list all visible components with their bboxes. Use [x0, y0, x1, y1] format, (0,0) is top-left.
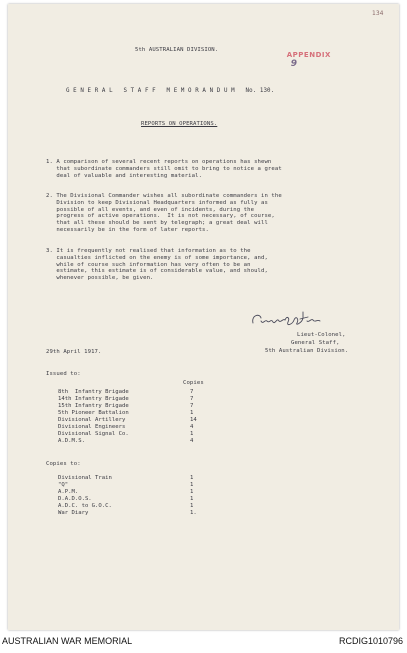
issued-row: [58, 395, 197, 402]
signature-rank: Lieut-Colonel,: [297, 332, 346, 338]
issued-row: [58, 409, 197, 416]
memo-title: G E N E R A L S T A F F M E M O R A N D U M No. 130.: [66, 88, 275, 94]
copies-name: A.D.C. to G.O.C.: [58, 502, 112, 509]
memo-date: 29th April 1917.: [46, 349, 102, 355]
copies-count: 1: [190, 488, 194, 495]
document-page: [8, 4, 399, 630]
copies-count: 1: [190, 481, 194, 488]
paragraph-2: 2. The Divisional Commander wishes all subordinate commanders in the Division to keep Divisional Headquarters informed as fully as possible of all events, and even of incidents, during the progress of active operations. It is not necessary, of course, that all these should be sent by telegraph; a great deal will necessarily be in the form of later reports.: [46, 193, 282, 233]
issued-name: 8th Infantry Brigade: [58, 388, 129, 395]
copies-row: [58, 488, 197, 495]
issued-list: [58, 388, 197, 444]
memo-subject: REPORTS ON OPERATIONS.: [141, 121, 218, 127]
copies-name: "Q": [58, 481, 69, 488]
issued-row: [58, 388, 197, 395]
issued-copies: 14: [190, 416, 197, 423]
issued-name: 15th Infantry Brigade: [58, 402, 129, 409]
appendix-number: 9: [290, 59, 298, 69]
issued-copies: 1: [190, 409, 194, 416]
copies-name: D.A.D.O.S.: [58, 495, 92, 502]
issued-name: Divisional Engineers: [58, 423, 126, 430]
signature-scribble: [250, 309, 330, 331]
copies-count: 1: [190, 495, 194, 502]
issued-name: Divisional Artillery: [58, 416, 126, 423]
issued-copies: 4: [190, 423, 194, 430]
signature-division: 5th Australian Division.: [265, 348, 349, 354]
issued-heading: Issued to:: [46, 371, 81, 377]
copies-name: Divisional Train: [58, 474, 112, 481]
copies-column-heading: Copies: [183, 380, 204, 386]
issued-name: Divisional Signal Co.: [58, 430, 129, 437]
issued-name: 5th Pioneer Battalion: [58, 409, 129, 416]
copies-row: [58, 481, 197, 488]
issued-row: [58, 437, 197, 444]
issued-name: A.D.M.S.: [58, 437, 85, 444]
copies-row: [58, 509, 197, 516]
issued-name: 14th Infantry Brigade: [58, 395, 129, 402]
signature-role: General Staff,: [291, 340, 340, 346]
copies-to-heading: Copies to:: [46, 461, 81, 467]
issued-copies: 7: [190, 388, 194, 395]
footer-record-id: RCDIG1010796: [338, 636, 403, 646]
copies-count: 1: [190, 502, 194, 509]
copies-name: A.P.M.: [58, 488, 79, 495]
copies-row: [58, 495, 197, 502]
issued-copies: 7: [190, 395, 194, 402]
issued-row: [58, 402, 197, 409]
copies-to-list: [58, 474, 197, 516]
appendix-label: APPENDIX: [286, 51, 331, 59]
copies-count: 1: [190, 474, 194, 481]
paragraph-3: 3. It is frequently not realised that information as to the casualties inflicted on the enemy is of some importance, and, while of course such information has very often to be an estimate, this estimate is of considerable value, and should, whenever possible, be given.: [46, 248, 268, 282]
appendix-stamp: [275, 43, 331, 77]
paragraph-1: 1. A comparison of several recent reports on operations has shewn that subordinate commanders still omit to bring to notice a great deal of valuable and interesting material.: [46, 159, 282, 179]
copies-row: [58, 474, 197, 481]
issued-copies: 7: [190, 402, 194, 409]
issued-row: [58, 416, 197, 423]
issued-row: [58, 423, 197, 430]
copies-row: [58, 502, 197, 509]
page-number: 134: [372, 10, 384, 17]
footer-institution: AUSTRALIAN WAR MEMORIAL: [2, 636, 133, 646]
issued-copies: 1: [190, 430, 194, 437]
issued-copies: 4: [190, 437, 194, 444]
division-heading: 5th AUSTRALIAN DIVISION.: [135, 47, 219, 53]
copies-count: 1.: [190, 509, 197, 516]
issued-row: [58, 430, 197, 437]
copies-name: War Diary: [58, 509, 89, 516]
